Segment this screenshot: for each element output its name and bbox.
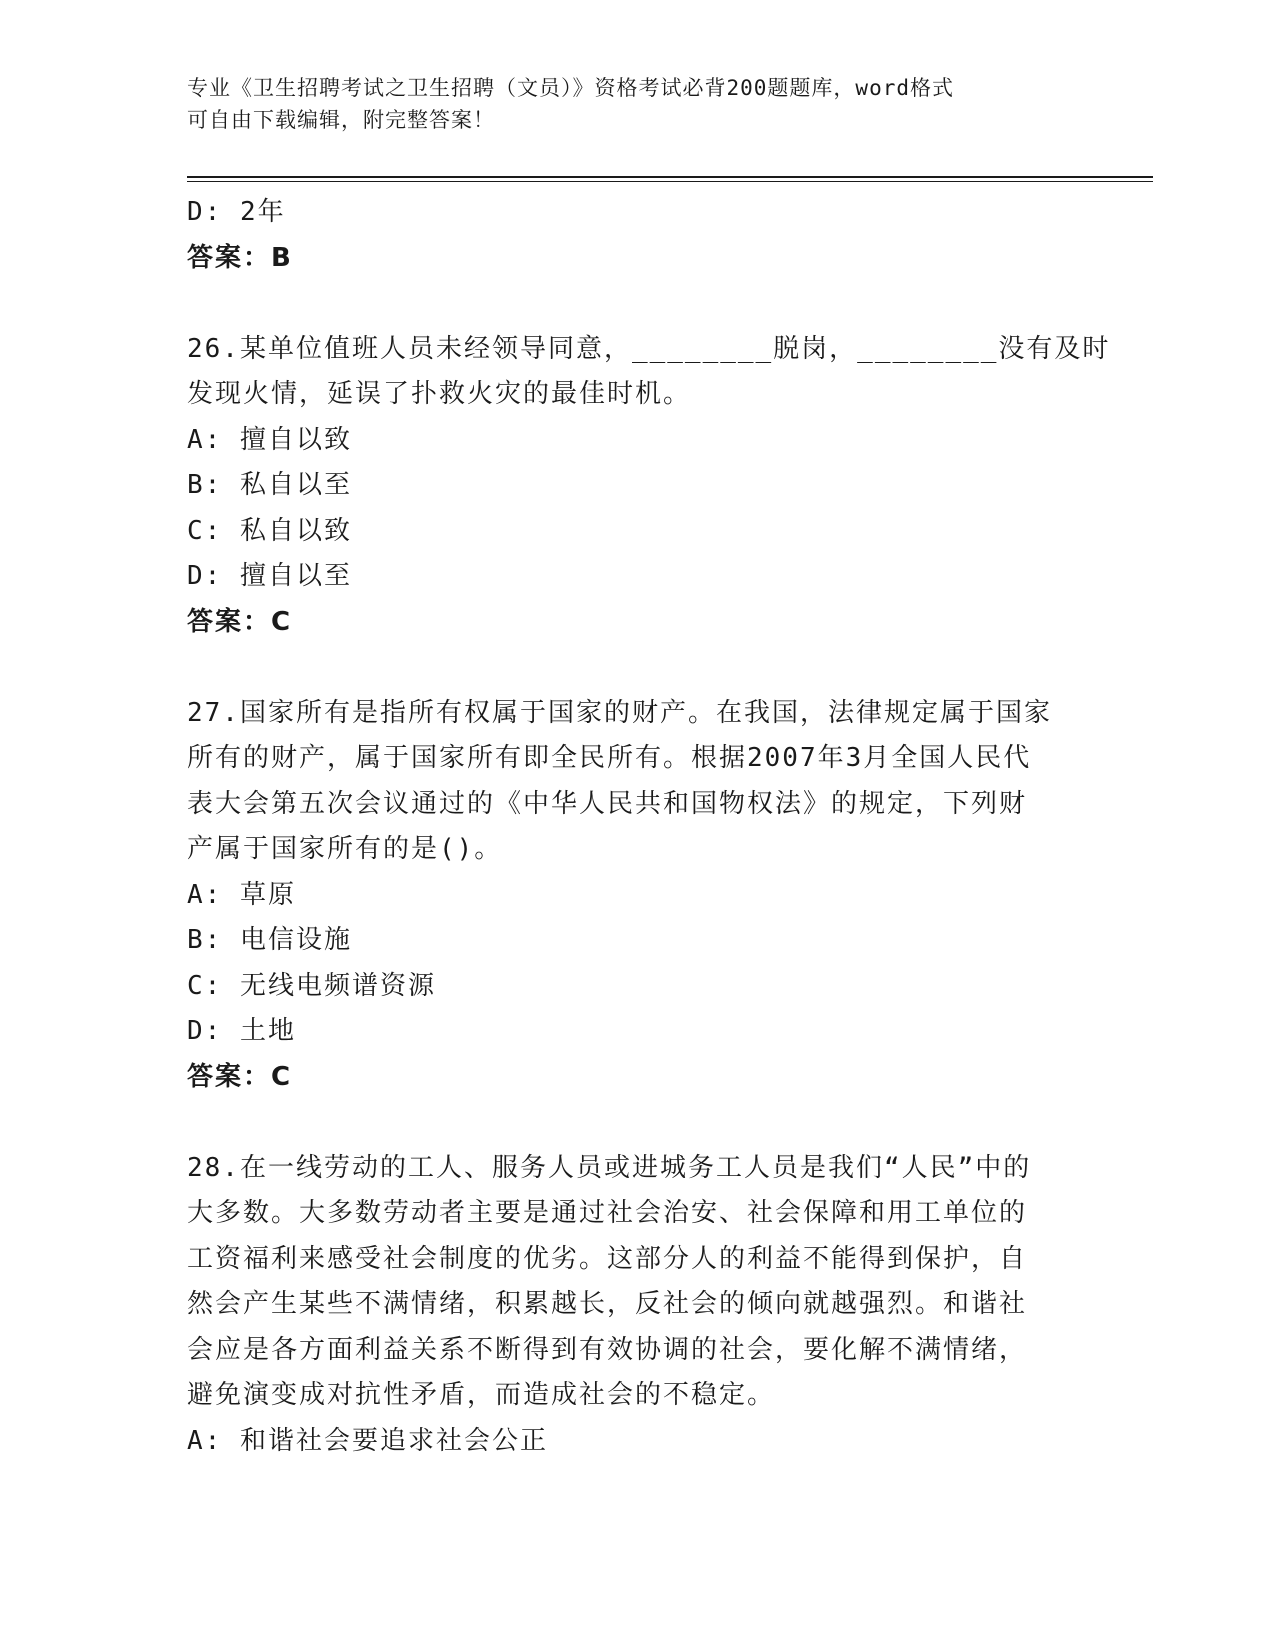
question-28	[187, 1146, 1067, 1465]
header-divider-thin	[187, 181, 1153, 182]
question-text-line: 工资福利来感受社会制度的优劣。这部分人的利益不能得到保护，自	[187, 1243, 1028, 1274]
question-text-line: 表大会第五次会议通过的《中华人民共和国物权法》的规定，下列财	[187, 788, 1028, 819]
question-text-line: 然会产生某些不满情绪，积累越长，反社会的倾向就越强烈。和谐社	[187, 1289, 1028, 1319]
spacer	[187, 645, 1067, 691]
question-text-line: 避免演变成对抗性矛盾，而造成社会的不稳定。	[187, 1380, 776, 1410]
option-d: D: 擅自以至	[187, 561, 352, 591]
question-text-line: 28.在一线劳动的工人、服务人员或进城务工人员是我们“人民”中的	[187, 1152, 1032, 1183]
option-c: C: 无线电频谱资源	[187, 970, 436, 1001]
option-b: B: 私自以至	[187, 470, 352, 500]
answer-line: 答案：B	[187, 242, 293, 273]
question-text-line: 所有的财产，属于国家所有即全民所有。根据2007年3月全国人民代	[187, 743, 1032, 773]
option-a: A: 擅自以致	[187, 424, 352, 455]
option-d: D: 2年	[187, 197, 286, 227]
answer-line: 答案：C	[187, 1061, 293, 1092]
option-c: C: 私自以致	[187, 515, 352, 546]
question-26	[187, 327, 1111, 646]
question-text-line: 大多数。大多数劳动者主要是通过社会治安、社会保障和用工单位的	[187, 1198, 1028, 1228]
spacer	[187, 281, 1067, 327]
question-text-line: 产属于国家所有的是()。	[187, 834, 503, 864]
question-27	[187, 691, 1067, 1101]
question-list	[187, 190, 1111, 1464]
spacer	[187, 1100, 1067, 1146]
question-text-line: 会应是各方面利益关系不断得到有效协调的社会，要化解不满情绪，	[187, 1334, 1028, 1365]
option-d: D: 土地	[187, 1016, 296, 1046]
header-title-line-1: 专业《卫生招聘考试之卫生招聘（文员）》资格考试必背200题题库，word格式	[187, 76, 954, 100]
document-header	[187, 72, 1087, 136]
header-title-line-2: 可自由下载编辑，附完整答案！	[187, 108, 495, 132]
option-a: A: 和谐社会要追求社会公正	[187, 1425, 548, 1456]
option-b: B: 电信设施	[187, 925, 352, 955]
question-text-line: 27.国家所有是指所有权属于国家的财产。在我国，法律规定属于国家	[187, 697, 1052, 728]
answer-line: 答案：C	[187, 606, 293, 637]
header-divider-thick	[187, 176, 1153, 178]
question-text-line: 发现火情，延误了扑救火灾的最佳时机。	[187, 379, 692, 409]
question-25-tail	[187, 190, 1067, 281]
option-a: A: 草原	[187, 879, 296, 910]
question-text-line: 26.某单位值班人员未经领导同意，________脱岗，________没有及时	[187, 333, 1111, 364]
